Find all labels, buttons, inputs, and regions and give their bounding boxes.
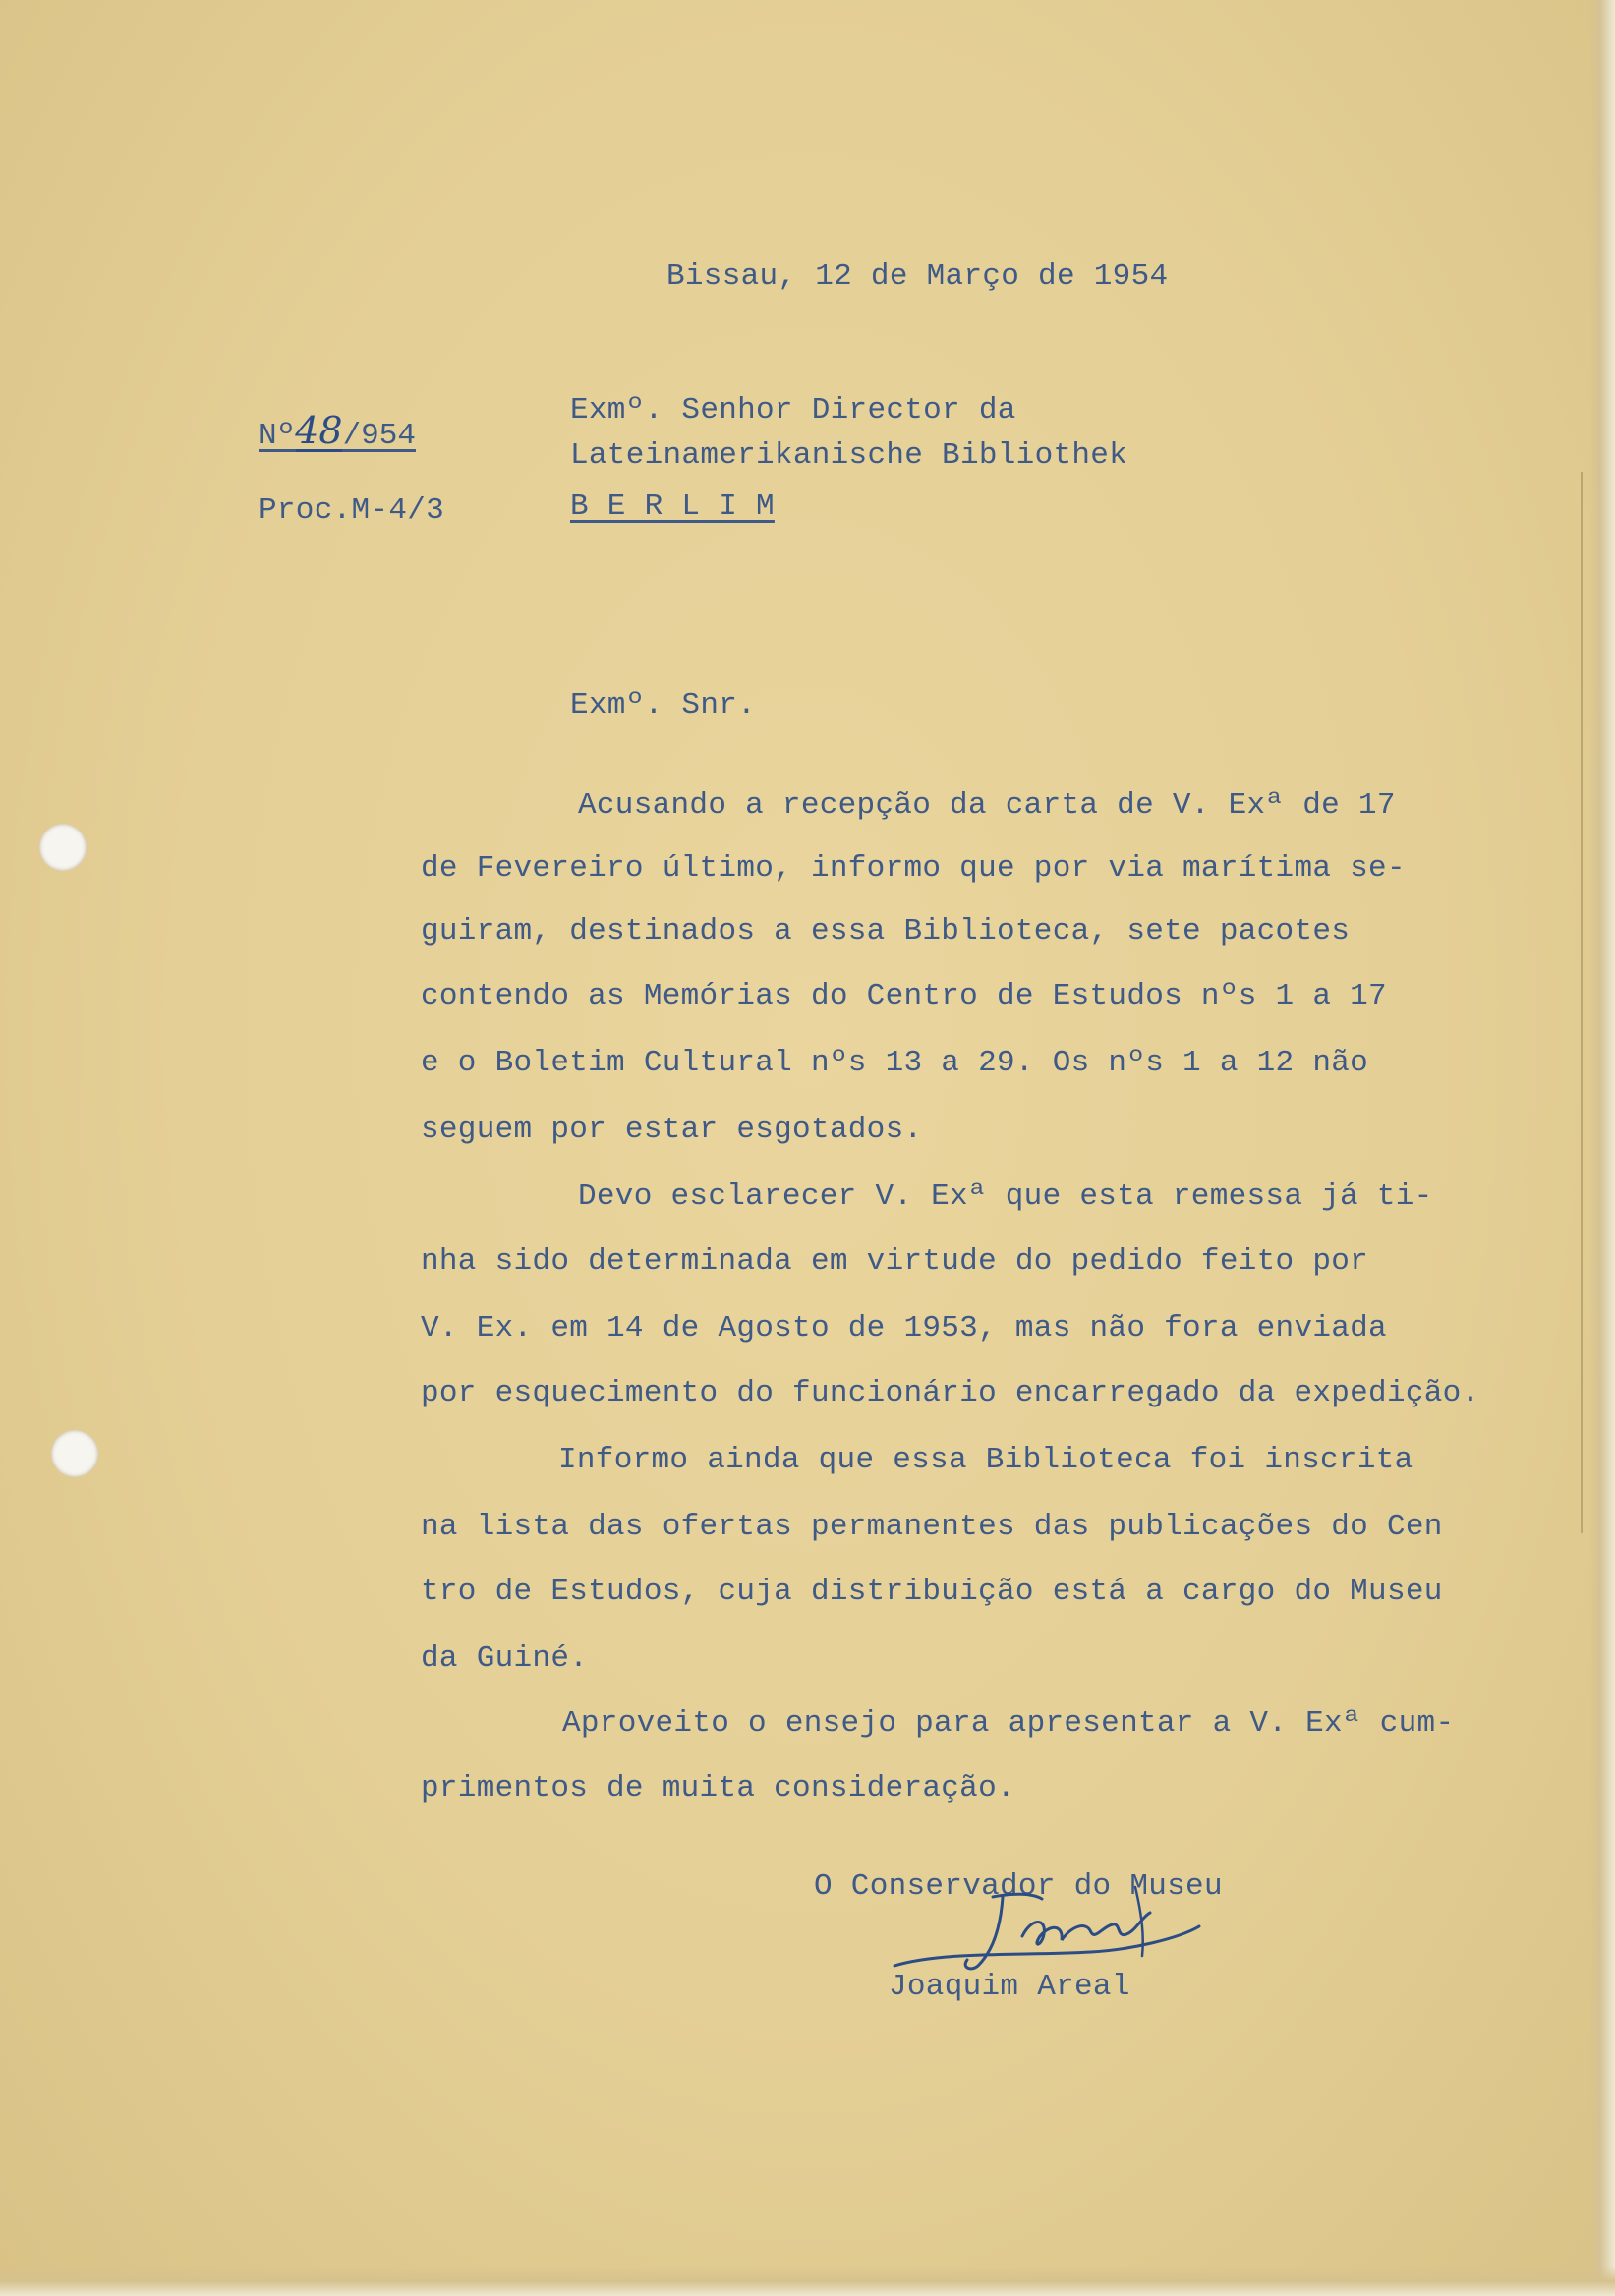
body-line: Devo esclarecer V. Exª que esta remessa já ti-: [578, 1179, 1433, 1214]
body-line: contendo as Memórias do Centro de Estudos nºs 1 a 17: [421, 979, 1387, 1013]
body-line: guiram, destinados a essa Biblioteca, sete pacotes: [421, 914, 1351, 948]
process-reference: Proc.M-4/3: [259, 493, 445, 528]
body-line: e o Boletim Cultural nºs 13 a 29. Os nºs 1 a 12 não: [421, 1046, 1369, 1080]
punch-hole-top: [39, 824, 87, 871]
reference-prefix: Nº: [259, 419, 296, 453]
paper-fold-mark: [1581, 472, 1583, 1533]
body-line: por esquecimento do funcionário encarregado da expedição.: [421, 1376, 1480, 1410]
body-line: nha sido determinada em virtude do pedido feito por: [421, 1244, 1369, 1279]
body-line: Aproveito o ensejo para apresentar a V. Exª cum-: [562, 1706, 1455, 1741]
date-line: Bissau, 12 de Março de 1954: [666, 259, 1169, 294]
paper-right-edge: [1589, 0, 1615, 2296]
body-line: tro de Estudos, cuja distribuição está a cargo do Museu: [421, 1575, 1443, 1609]
reference-handwritten-number: 48: [295, 409, 343, 452]
body-line: primentos de muita consideração.: [421, 1771, 1015, 1806]
body-line: Acusando a recepção da carta de V. Exª de 17: [578, 788, 1396, 823]
reference-number: [259, 411, 416, 456]
body-line: de Fevereiro último, informo que por via marítima se-: [421, 851, 1406, 886]
body-line: na lista das ofertas permanentes das publicações do Cen: [421, 1510, 1443, 1544]
punch-hole-bottom: [51, 1430, 98, 1477]
body-line: Informo ainda que essa Biblioteca foi inscrita: [558, 1443, 1413, 1477]
closing-title: O Conservador do Museu: [814, 1869, 1223, 1904]
body-line: da Guiné.: [421, 1641, 589, 1676]
body-line: seguem por estar esgotados.: [421, 1113, 923, 1147]
signatory-name: Joaquim Areal: [889, 1970, 1130, 2004]
addressee-city: B E R L I M: [570, 489, 775, 524]
addressee-line-1: Exmº. Senhor Director da: [570, 393, 1016, 428]
salutation: Exmº. Snr.: [570, 688, 757, 722]
addressee-line-2: Lateinamerikanische Bibliothek: [570, 438, 1128, 473]
reference-year: /954: [342, 419, 416, 453]
body-line: V. Ex. em 14 de Agosto de 1953, mas não fora enviada: [421, 1311, 1387, 1346]
paper-bottom-edge: [0, 2267, 1615, 2296]
